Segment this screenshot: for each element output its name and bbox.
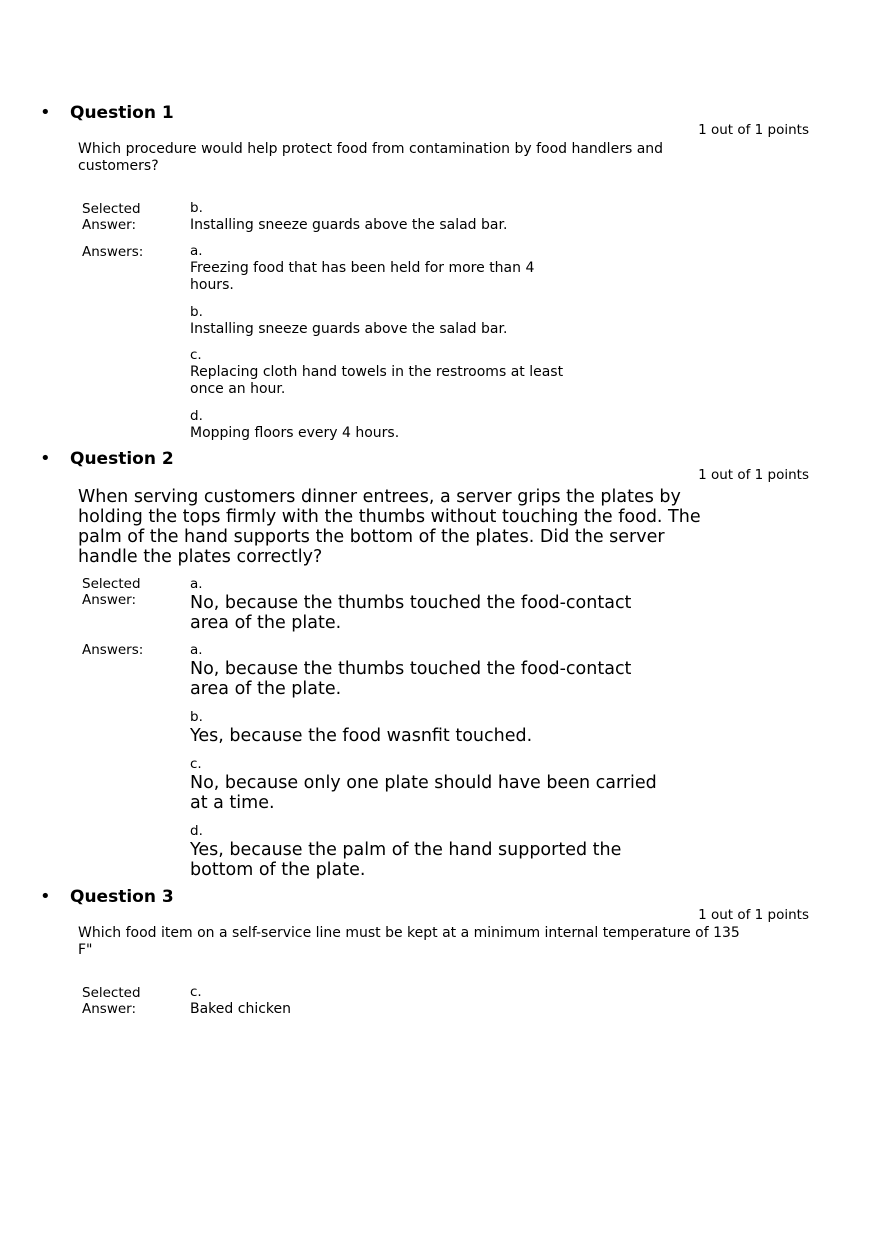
question-text: Which food item on a self-service line must be kept at a minimum internal temperature of 135 F" (78, 925, 740, 958)
selected-answer (190, 200, 590, 234)
selected-answer-label: Selected Answer: (82, 576, 141, 608)
answer-text: Installing sneeze guards above the salad bar. (190, 321, 508, 337)
answer-text: Replacing cloth hand towels in the restrooms at least once an hour. (190, 364, 564, 397)
answer-letter: a. (190, 642, 203, 658)
answer-letter: c. (190, 756, 202, 772)
answer-text: Yes, because the food wasnfit touched. (190, 726, 533, 746)
question-text: When serving customers dinner entrees, a server grips the plates by holding the tops firmly with the thumbs without touching the food. The palm of the hand supports the bottom of the plates. Did the server handle the plates correctly? (78, 487, 701, 567)
question-text: Which procedure would help protect food from contamination by food handlers and customers? (78, 141, 664, 174)
answer-letter: c. (190, 984, 202, 1000)
selected-answer-label: Selected Answer: (82, 985, 141, 1017)
question-title: Question 2 (70, 449, 174, 469)
answer-text: Installing sneeze guards above the salad bar. (190, 217, 508, 233)
list-bullet: • (40, 448, 51, 469)
selected-answer-label: Selected Answer: (82, 201, 141, 233)
answer-option (190, 756, 660, 813)
answer-text: No, because the thumbs touched the food-contact area of the plate. (190, 659, 632, 699)
selected-answer (190, 984, 590, 1018)
answer-text: Mopping floors every 4 hours. (190, 425, 400, 441)
answer-letter: d. (190, 823, 203, 839)
answers-label: Answers: (82, 642, 144, 658)
answer-letter: b. (190, 304, 203, 320)
list-bullet: • (40, 102, 51, 123)
answer-option (190, 642, 635, 699)
answer-option (190, 408, 590, 442)
answer-option (190, 823, 635, 880)
answer-option (190, 709, 650, 746)
answer-text: No, because the thumbs touched the food-contact area of the plate. (190, 593, 632, 633)
answer-letter: a. (190, 243, 203, 259)
answer-text: Yes, because the palm of the hand supported the bottom of the plate. (190, 840, 622, 880)
answer-letter: c. (190, 347, 202, 363)
answer-text: Baked chicken (190, 1001, 291, 1017)
points-score: 1 out of 1 points (698, 907, 809, 923)
answer-letter: d. (190, 408, 203, 424)
answer-text: No, because only one plate should have been carried at a time. (190, 773, 657, 813)
answer-option (190, 347, 585, 398)
question-title: Question 3 (70, 887, 174, 907)
answer-letter: b. (190, 200, 203, 216)
answer-letter: b. (190, 709, 203, 725)
selected-answer (190, 576, 635, 633)
points-score: 1 out of 1 points (698, 122, 809, 138)
answer-option (190, 243, 555, 294)
answers-label: Answers: (82, 244, 144, 260)
answer-letter: a. (190, 576, 203, 592)
answer-text: Freezing food that has been held for more than 4 hours. (190, 260, 535, 293)
list-bullet: • (40, 886, 51, 907)
answer-option (190, 304, 590, 338)
points-score: 1 out of 1 points (698, 467, 809, 483)
question-title: Question 1 (70, 103, 174, 123)
